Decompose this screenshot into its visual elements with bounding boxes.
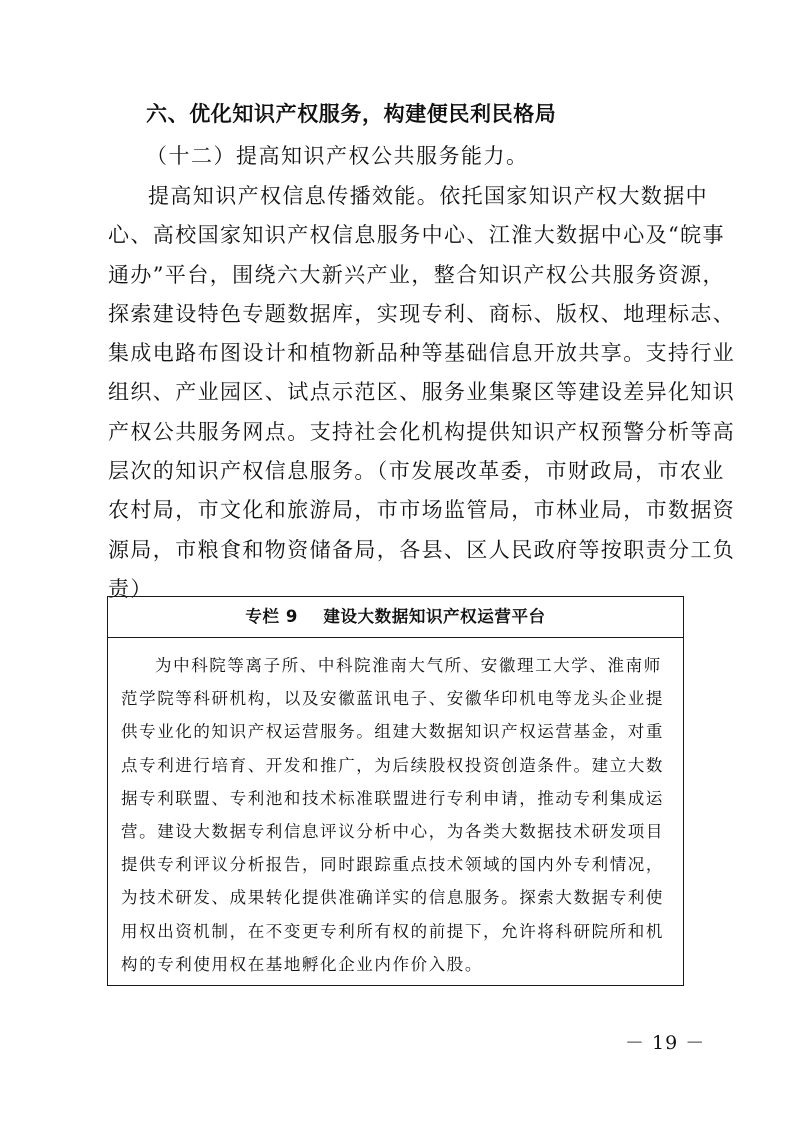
box-line: 点专利进行培育、开发和推广，为后续股权投资创造条件。建立大数 bbox=[121, 755, 664, 775]
box-line: 范学院等科研机构，以及安徽蓝讯电子、安徽华印机电等龙头企业提 bbox=[121, 689, 664, 709]
paragraph-line: 提高知识产权信息传播效能。依托国家知识产权大数据中 bbox=[148, 184, 708, 208]
paragraph-line: 责） bbox=[108, 576, 153, 601]
paragraph-line: 心、高校国家知识产权信息服务中心、江淮大数据中心及“皖事 bbox=[108, 223, 725, 248]
paragraph-line: 源局，市粮食和物资储备局，各县、区人民政府等按职责分工负 bbox=[108, 537, 736, 562]
box-line: 供专业化的知识产权运营服务。组建大数据知识产权运营基金，对重 bbox=[121, 722, 664, 742]
box-line: 构的专利使用权在基地孵化企业内作价入股。 bbox=[121, 954, 483, 974]
paragraph-line: 组织、产业园区、试点示范区、服务业集聚区等建设差异化知识 bbox=[108, 380, 736, 405]
box-line: 据专利联盟、专利池和技术标准联盟进行专利申请，推动专利集成运 bbox=[121, 788, 664, 808]
paragraph-line: 产权公共服务网点。支持社会化机构提供知识产权预警分析等高 bbox=[108, 419, 736, 444]
column-box-body bbox=[108, 638, 683, 983]
box-line: 为中科院等离子所、中科院淮南大气所、安徽理工大学、淮南师 bbox=[155, 656, 662, 675]
page-number: － 19 － bbox=[625, 1032, 706, 1054]
box-line: 营。建设大数据专利信息评议分析中心，为各类大数据技术研发项目 bbox=[121, 821, 664, 841]
paragraph-line: 集成电路布图设计和植物新品种等基础信息开放共享。支持行业 bbox=[108, 341, 736, 366]
section-heading: 六、优化知识产权服务，构建便民利民格局 bbox=[146, 102, 557, 126]
paragraph-line: 农村局，市文化和旅游局，市市场监管局，市林业局，市数据资 bbox=[108, 498, 736, 523]
column-box-title: 专栏 9 建设大数据知识产权运营平台 bbox=[108, 597, 683, 638]
paragraph-line: 层次的知识产权信息服务。（市发展改革委，市财政局，市农业 bbox=[108, 459, 725, 484]
paragraph-line: 通办”平台，围绕六大新兴产业，整合知识产权公共服务资源， bbox=[108, 262, 725, 287]
box-line: 为技术研发、成果转化提供准确详实的信息服务。探索大数据专利使 bbox=[121, 888, 664, 908]
paragraph-line: 探索建设特色专题数据库，实现专利、商标、版权、地理标志、 bbox=[108, 301, 736, 326]
sub-heading: （十二）提高知识产权公共服务能力。 bbox=[146, 144, 529, 168]
box-line: 用权出资机制，在不变更专利所有权的前提下，允许将科研院所和机 bbox=[121, 921, 664, 941]
column-box bbox=[107, 596, 684, 986]
box-line: 提供专利评议分析报告，同时跟踪重点技术领域的国内外专利情况， bbox=[121, 855, 664, 875]
body-paragraph bbox=[108, 178, 736, 610]
